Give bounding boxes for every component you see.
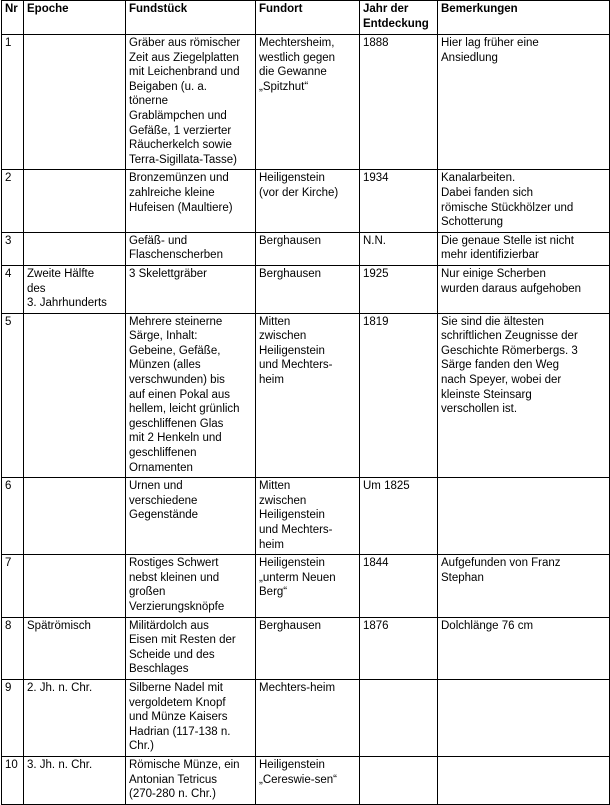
cell-fundstueck: Bronzemünzen und zahlreiche kleine Hufeisen (Maultiere) <box>126 170 256 232</box>
table-row <box>2 679 610 756</box>
cell-jahr <box>360 679 438 756</box>
header-fundstueck: Fundstück <box>126 1 256 35</box>
cell-bemerkungen: Dolchlänge 76 cm <box>438 617 610 679</box>
cell-jahr: 1819 <box>360 313 438 478</box>
finds-table <box>1 0 610 805</box>
table-row <box>2 232 610 265</box>
cell-epoche: Zweite Hälfte des 3. Jahrhunderts <box>24 265 126 313</box>
table-row <box>2 555 610 617</box>
cell-jahr: 1934 <box>360 170 438 232</box>
cell-fundort: Berghausen <box>256 265 360 313</box>
cell-jahr: N.N. <box>360 232 438 265</box>
cell-fundort: Mitten zwischen Heiligenstein und Mechters- heim <box>256 313 360 478</box>
cell-epoche <box>24 478 126 555</box>
cell-epoche <box>24 232 126 265</box>
cell-fundort: Heiligenstein „Cereswie-sen“ <box>256 756 360 804</box>
header-row <box>2 1 610 35</box>
cell-bemerkungen: Hier lag früher eine Ansiedlung <box>438 35 610 170</box>
cell-fundstueck: Gräber aus römischer Zeit aus Ziegelplatten mit Leichenbrand und Beigaben (u. a. tönerne Grablämpchen und Gefäße, 1 verzierter Räucherkelch sowie Terra-Sigillata-Tasse) <box>126 35 256 170</box>
header-fundort: Fundort <box>256 1 360 35</box>
cell-epoche: 2. Jh. n. Chr. <box>24 679 126 756</box>
cell-epoche <box>24 555 126 617</box>
table-row <box>2 478 610 555</box>
table-row <box>2 617 610 679</box>
cell-jahr: 1876 <box>360 617 438 679</box>
cell-epoche: Spätrömisch <box>24 617 126 679</box>
cell-bemerkungen: Die genaue Stelle ist nicht mehr identifizierbar <box>438 232 610 265</box>
cell-bemerkungen: Sie sind die ältesten schriftlichen Zeugnisse der Geschichte Römerbergs. 3 Särge fanden den Weg nach Speyer, wobei der kleinste Steinsarg verschollen ist. <box>438 313 610 478</box>
cell-nr: 4 <box>2 265 24 313</box>
table-row <box>2 265 610 313</box>
cell-fundort: Mechters-heim <box>256 679 360 756</box>
cell-epoche <box>24 170 126 232</box>
cell-jahr: 1888 <box>360 35 438 170</box>
cell-nr: 5 <box>2 313 24 478</box>
cell-nr: 10 <box>2 756 24 804</box>
cell-fundort: Heiligenstein „unterm Neuen Berg“ <box>256 555 360 617</box>
cell-jahr: 1925 <box>360 265 438 313</box>
cell-nr: 6 <box>2 478 24 555</box>
header-epoche: Epoche <box>24 1 126 35</box>
cell-bemerkungen: Kanalarbeiten. Dabei fanden sich römische Stückhölzer und Schotterung <box>438 170 610 232</box>
cell-nr: 1 <box>2 35 24 170</box>
table-row <box>2 35 610 170</box>
table-row <box>2 170 610 232</box>
table-row <box>2 756 610 804</box>
cell-nr: 2 <box>2 170 24 232</box>
cell-bemerkungen <box>438 679 610 756</box>
table-row <box>2 313 610 478</box>
cell-epoche: 3. Jh. n. Chr. <box>24 756 126 804</box>
cell-fundstueck: Gefäß- und Flaschenscherben <box>126 232 256 265</box>
cell-nr: 8 <box>2 617 24 679</box>
cell-nr: 3 <box>2 232 24 265</box>
cell-epoche <box>24 35 126 170</box>
cell-fundort: Berghausen <box>256 617 360 679</box>
cell-fundstueck: Rostiges Schwert nebst kleinen und großen Verzierungsknöpfe <box>126 555 256 617</box>
cell-jahr: 1844 <box>360 555 438 617</box>
cell-fundort: Heiligenstein (vor der Kirche) <box>256 170 360 232</box>
cell-bemerkungen: Nur einige Scherben wurden daraus aufgehoben <box>438 265 610 313</box>
cell-fundstueck: Militärdolch aus Eisen mit Resten der Scheide und des Beschlages <box>126 617 256 679</box>
cell-jahr <box>360 756 438 804</box>
cell-jahr: Um 1825 <box>360 478 438 555</box>
cell-bemerkungen: Aufgefunden von Franz Stephan <box>438 555 610 617</box>
cell-nr: 7 <box>2 555 24 617</box>
cell-fundstueck: 3 Skelettgräber <box>126 265 256 313</box>
cell-epoche <box>24 313 126 478</box>
cell-fundort: Mechtersheim, westlich gegen die Gewanne „Spitzhut“ <box>256 35 360 170</box>
cell-fundstueck: Silberne Nadel mit vergoldetem Knopf und Münze Kaisers Hadrian (117-138 n. Chr.) <box>126 679 256 756</box>
header-nr: Nr <box>2 1 24 35</box>
cell-nr: 9 <box>2 679 24 756</box>
cell-fundstueck: Urnen und verschiedene Gegenstände <box>126 478 256 555</box>
cell-fundstueck: Römische Münze, ein Antonian Tetricus (270-280 n. Chr.) <box>126 756 256 804</box>
cell-fundstueck: Mehrere steinerne Särge, Inhalt: Gebeine, Gefäße, Münzen (alles verschwunden) bis auf einen Pokal aus hellem, leicht grünlich geschliffenen Glas mit 2 Henkeln und geschliffenen Ornamenten <box>126 313 256 478</box>
header-bemerkungen: Bemerkungen <box>438 1 610 35</box>
cell-bemerkungen <box>438 478 610 555</box>
header-jahr: Jahr der Entdeckung <box>360 1 438 35</box>
cell-fundort: Mitten zwischen Heiligenstein und Mechters- heim <box>256 478 360 555</box>
cell-fundort: Berghausen <box>256 232 360 265</box>
cell-bemerkungen <box>438 756 610 804</box>
